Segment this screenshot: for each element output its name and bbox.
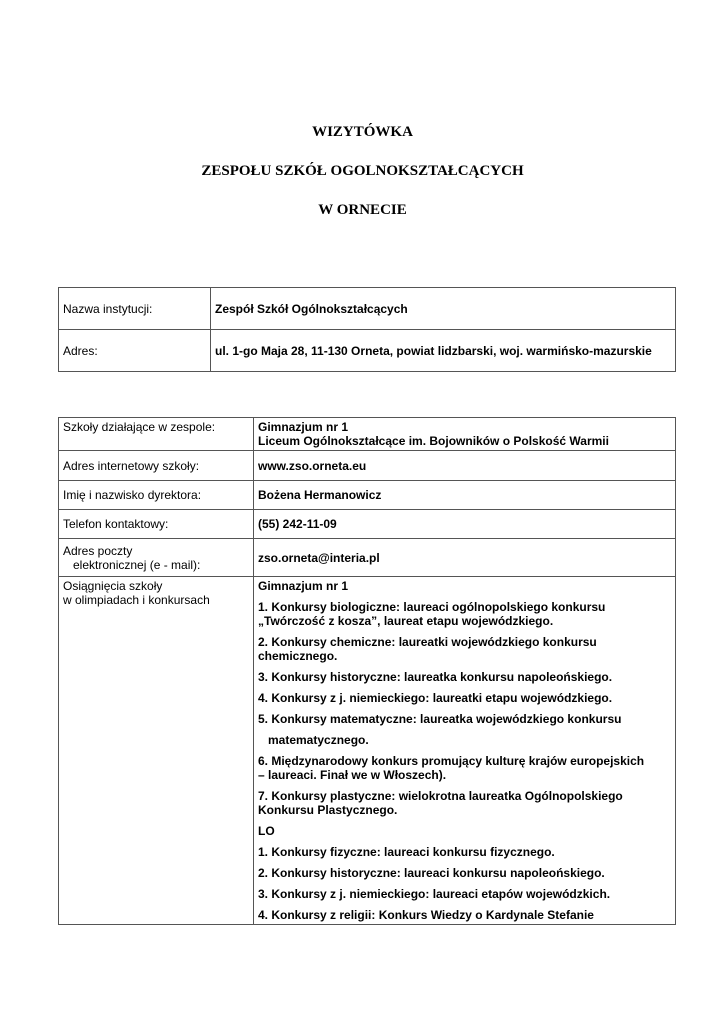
achievement-line: Konkursu Plastycznego. xyxy=(258,803,398,817)
table-row xyxy=(59,418,676,451)
achievement-line: 3. Konkursy z j. niemieckiego: laureaci etapów wojewódzkich. xyxy=(258,887,611,901)
schools-value xyxy=(254,418,676,451)
address-label: Adres: xyxy=(59,330,211,372)
table-row xyxy=(59,539,676,577)
achievement-line: chemicznego. xyxy=(258,649,338,663)
phone-value: (55) 242-11-09 xyxy=(254,510,676,539)
table-row xyxy=(59,330,676,372)
list-item xyxy=(258,670,671,684)
list-item xyxy=(258,866,671,880)
website-value: www.zso.orneta.eu xyxy=(254,451,676,481)
achievement-line: 2. Konkursy chemiczne: laureatki wojewódzkiego konkursu xyxy=(258,635,597,649)
director-value: Bożena Hermanowicz xyxy=(254,481,676,510)
director-label: Imię i nazwisko dyrektora: xyxy=(59,481,254,510)
table-row xyxy=(59,288,676,330)
doc-subtitle: ZESPOŁU SZKÓŁ OGOLNOKSZTAŁCĄCYCH xyxy=(201,163,524,179)
achievement-line: Gimnazjum nr 1 xyxy=(258,579,349,593)
list-item xyxy=(258,733,671,747)
list-item xyxy=(258,712,671,726)
school-item: Gimnazjum nr 1 xyxy=(258,420,349,434)
achievement-line: „Twórczość z kosza”, laureat etapu wojewódzkiego. xyxy=(258,614,554,628)
list-item xyxy=(258,845,671,859)
table-row xyxy=(59,510,676,539)
achievements-label-line: Osiągnięcia szkoły xyxy=(63,579,163,593)
table-row xyxy=(59,451,676,481)
email-value: zso.orneta@interia.pl xyxy=(254,539,676,577)
achievement-line: matematycznego. xyxy=(268,733,369,747)
school-item: Liceum Ogólnokształcące im. Bojowników o Polskość Warmii xyxy=(258,434,609,448)
institution-table xyxy=(58,287,676,372)
achievements-list xyxy=(254,577,676,925)
doc-location: W ORNECIE xyxy=(318,202,407,218)
achievement-line: 1. Konkursy biologiczne: laureaci ogólnopolskiego konkursu xyxy=(258,600,606,614)
list-item xyxy=(258,600,671,628)
achievement-line: 1. Konkursy fizyczne: laureaci konkursu fizycznego. xyxy=(258,845,555,859)
achievement-line: 4. Konkursy z religii: Konkurs Wiedzy o Kardynale Stefanie xyxy=(258,908,594,922)
achievements-label-line: w olimpiadach i konkursach xyxy=(63,593,210,607)
list-item xyxy=(258,635,671,663)
achievement-line: 2. Konkursy historyczne: laureaci konkursu napoleońskiego. xyxy=(258,866,605,880)
website-label: Adres internetowy szkoły: xyxy=(59,451,254,481)
phone-label: Telefon kontaktowy: xyxy=(59,510,254,539)
institution-name-label: Nazwa instytucji: xyxy=(59,288,211,330)
list-item xyxy=(258,887,671,901)
list-item xyxy=(258,908,671,922)
institution-name-value: Zespół Szkół Ogólnokształcących xyxy=(211,288,676,330)
doc-title: WIZYTÓWKA xyxy=(312,124,413,140)
list-item xyxy=(258,579,671,593)
achievement-line: – laureaci. Finał we w Włoszech). xyxy=(258,768,447,782)
email-label-line: elektronicznej (e - mail): xyxy=(73,557,201,572)
achievement-line: 5. Konkursy matematyczne: laureatka wojewódzkiego konkursu xyxy=(258,712,622,726)
achievement-line: 7. Konkursy plastyczne: wielokrotna laureatka Ogólnopolskiego xyxy=(258,789,623,803)
achievements-label xyxy=(59,577,254,925)
table-row xyxy=(59,481,676,510)
table-row xyxy=(59,577,676,925)
email-label-line: Adres poczty xyxy=(63,543,133,558)
list-item xyxy=(258,789,671,817)
email-label xyxy=(59,539,254,577)
schools-label: Szkoły działające w zespole: xyxy=(59,418,254,451)
achievement-line: 6. Międzynarodowy konkurs promujący kulturę krajów europejskich xyxy=(258,754,645,768)
list-item xyxy=(258,754,671,782)
list-item xyxy=(258,824,671,838)
achievement-line: 4. Konkursy z j. niemieckiego: laureatki etapu wojewódzkiego. xyxy=(258,691,613,705)
address-value: ul. 1-go Maja 28, 11-130 Orneta, powiat lidzbarski, woj. warmińsko-mazurskie xyxy=(211,330,676,372)
details-table xyxy=(58,417,676,925)
achievement-line: LO xyxy=(258,824,275,838)
achievement-line: 3. Konkursy historyczne: laureatka konkursu napoleońskiego. xyxy=(258,670,613,684)
list-item xyxy=(258,691,671,705)
